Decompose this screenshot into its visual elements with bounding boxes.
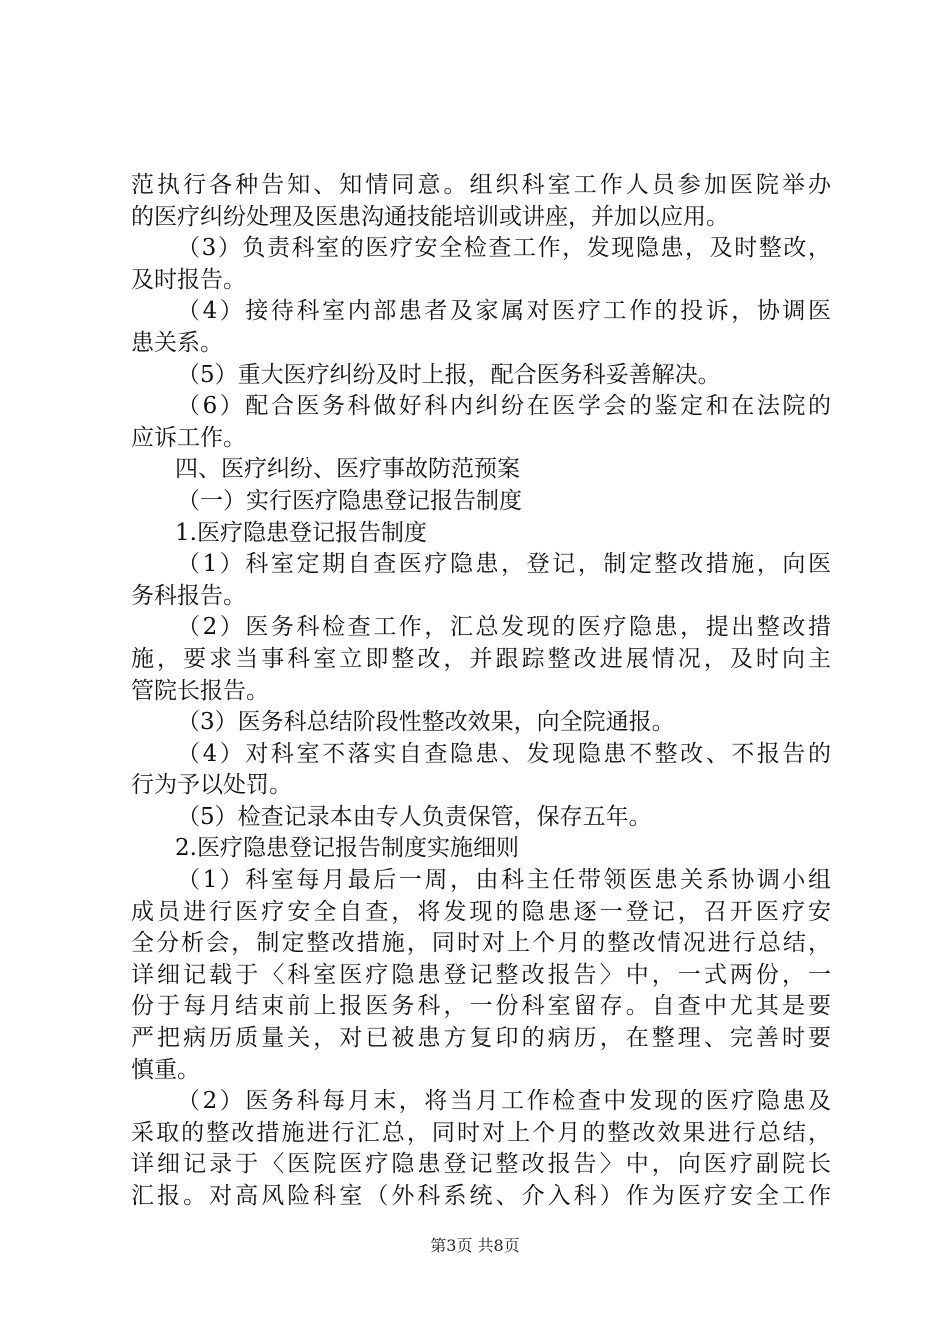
text-line: （3）负责科室的医疗安全检查工作，发现隐患，及时整改， bbox=[177, 235, 831, 262]
text-line: 施，要求当事科室立即整改，并跟踪整改进展情况，及时向主 bbox=[131, 645, 831, 672]
text-line: 全分析会，制定整改措施，同时对上个月的整改情况进行总结， bbox=[131, 930, 831, 957]
text-line: （1）科室定期自查医疗隐患，登记，制定整改措施，向医 bbox=[177, 551, 831, 578]
text-line: 采取的整改措施进行汇总，同时对上个月的整改效果进行总结， bbox=[131, 1119, 831, 1146]
text-line: （3）医务科总结阶段性整改效果，向全院通报。 bbox=[177, 709, 675, 736]
text-line: （4）对科室不落实自查隐患、发现隐患不整改、不报告的 bbox=[177, 740, 831, 767]
text-line: 严把病历质量关，对已被患方复印的病历，在整理、完善时要 bbox=[131, 1025, 831, 1052]
text-line: 及时报告。 bbox=[131, 266, 246, 293]
text-line: 应诉工作。 bbox=[131, 424, 246, 451]
text-line: 患关系。 bbox=[131, 329, 223, 356]
subsection-heading: （一）实行医疗隐患登记报告制度 bbox=[177, 487, 522, 514]
section-heading: 四、医疗纠纷、医疗事故防范预案 bbox=[175, 456, 520, 483]
text-line: （4）接待科室内部患者及家属对医疗工作的投诉，协调医 bbox=[177, 298, 831, 325]
item-heading: 1.医疗隐患登记报告制度 bbox=[175, 519, 427, 546]
text-line: 慎重。 bbox=[131, 1056, 200, 1083]
item-heading: 2.医疗隐患登记报告制度实施细则 bbox=[175, 835, 519, 862]
text-line: 范执行各种告知、知情同意。组织科室工作人员参加医院举办 bbox=[131, 172, 831, 198]
text-line: 详细记载于〈科室医疗隐患登记整改报告〉中，一式两份，一 bbox=[131, 961, 831, 988]
text-line: 份于每月结束前上报医务科，一份科室留存。自查中尤其是要 bbox=[131, 993, 831, 1020]
text-line: （6）配合医务科做好科内纠纷在医学会的鉴定和在法院的 bbox=[177, 393, 831, 420]
page-footer: 第3页 共8页 bbox=[430, 1236, 520, 1255]
text-line: 成员进行医疗安全自查，将发现的隐患逐一登记，召开医疗安 bbox=[131, 898, 831, 925]
text-line: 详细记录于〈医院医疗隐患登记整改报告〉中，向医疗副院长 bbox=[131, 1151, 831, 1178]
text-line: （2）医务科检查工作，汇总发现的医疗隐患，提出整改措 bbox=[177, 614, 831, 641]
text-line: （2）医务科每月末，将当月工作检查中发现的医疗隐患及 bbox=[177, 1088, 831, 1115]
body-text bbox=[131, 170, 831, 1213]
text-line: （5）重大医疗纠纷及时上报，配合医务科妥善解决。 bbox=[177, 361, 721, 388]
text-line: 管院长报告。 bbox=[131, 677, 269, 704]
text-line: （5）检查记录本由专人负责保管，保存五年。 bbox=[177, 803, 652, 830]
text-line: 务科报告。 bbox=[131, 582, 246, 609]
text-line: 行为予以处罚。 bbox=[131, 772, 292, 799]
text-line: （1）科室每月最后一周，由科主任带领医患关系协调小组 bbox=[177, 867, 831, 894]
text-line: 的医疗纠纷处理及医患沟通技能培训或讲座，并加以应用。 bbox=[131, 203, 729, 230]
text-line: 汇报。对高风险科室（外科系统、介入科）作为医疗安全工作 bbox=[131, 1183, 831, 1209]
